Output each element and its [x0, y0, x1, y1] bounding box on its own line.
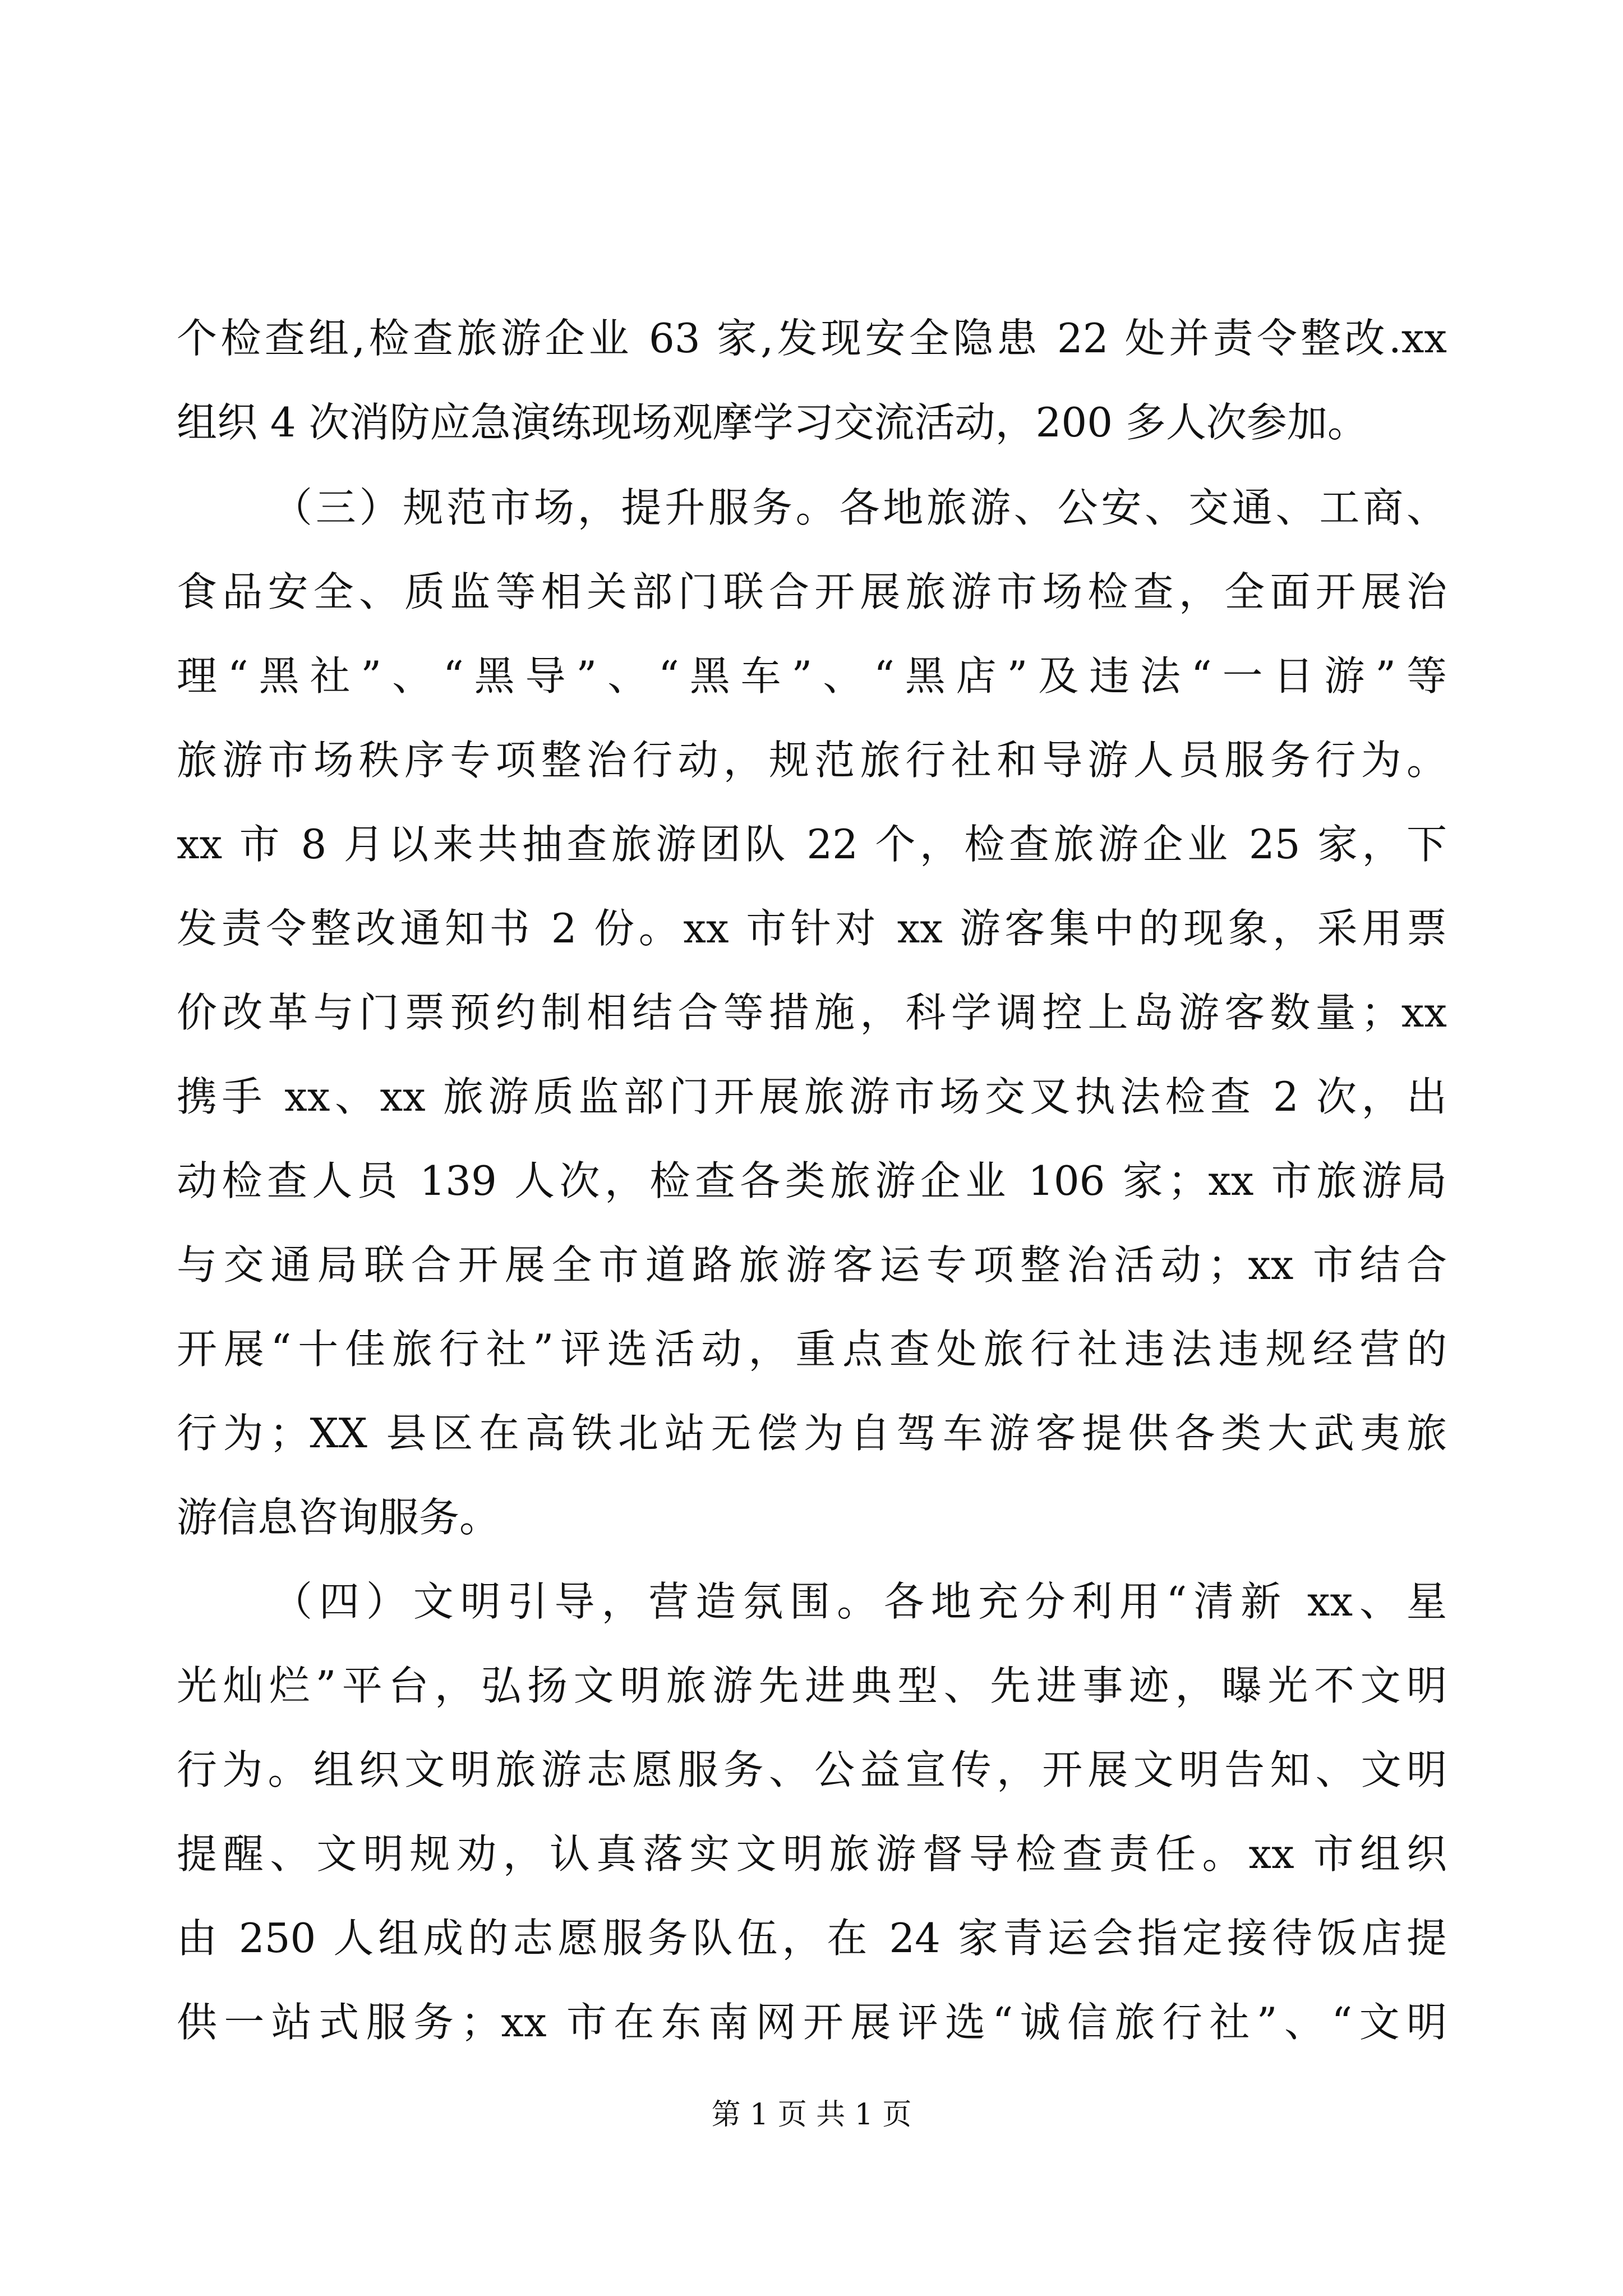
text-line: 游信息咨询服务。 [177, 1494, 500, 1541]
text-line: 由 250 人组成的志愿服务队伍，在 24 家青运会指定接待饭店提 [177, 1915, 1447, 1962]
text-line: 发责令整改通知书 2 份。xx 市针对 xx 游客集中的现象，采用票 [177, 905, 1447, 952]
text-line: xx 市 8 月以来共抽查旅游团队 22 个，检查旅游企业 25 家，下 [177, 821, 1447, 868]
text-line: 动检查人员 139 人次，检查各类旅游企业 106 家；xx 市旅游局 [177, 1157, 1447, 1204]
text-line: 理“黑社”、“黑导”、“黑车”、“黑店”及违法“一日游”等 [177, 652, 1447, 700]
text-line: 组织 4 次消防应急演练现场观摩学习交流活动，200 多人次参加。 [177, 399, 1368, 446]
text-line: （三）规范市场，提升服务。各地旅游、公安、交通、工商、 [272, 484, 1447, 531]
text-line: 光灿烂”平台，弘扬文明旅游先进典型、先进事迹，曝光不文明 [177, 1662, 1447, 1709]
text-line: 旅游市场秩序专项整治行动，规范旅行社和导游人员服务行为。 [177, 737, 1447, 784]
text-line: 携手 xx、xx 旅游质监部门开展旅游市场交叉执法检查 2 次，出 [177, 1073, 1447, 1120]
text-line: 与交通局联合开展全市道路旅游客运专项整治活动；xx 市结合 [177, 1241, 1447, 1289]
page-footer: 第 1 页 共 1 页 [711, 2098, 912, 2132]
text-line: （四）文明引导，营造氛围。各地充分利用“清新 xx、星 [272, 1578, 1447, 1625]
text-line: 开展“十佳旅行社”评选活动，重点查处旅行社违法违规经营的 [177, 1326, 1447, 1373]
text-line: 个检查组,检查旅游企业 63 家,发现安全隐患 22 处并责令整改.xx [177, 315, 1447, 362]
text-line: 提醒、文明规劝，认真落实文明旅游督导检查责任。xx 市组织 [177, 1830, 1447, 1878]
text-line: 食品安全、质监等相关部门联合开展旅游市场检查，全面开展治 [177, 568, 1447, 615]
text-line: 价改革与门票预约制相结合等措施，科学调控上岛游客数量；xx [177, 989, 1447, 1036]
text-line: 行为；XX 县区在高铁北站无偿为自驾车游客提供各类大武夷旅 [177, 1410, 1447, 1457]
text-line: 行为。组织文明旅游志愿服务、公益宣传，开展文明告知、文明 [177, 1746, 1447, 1793]
text-line: 供一站式服务；xx 市在东南网开展评选“诚信旅行社”、“文明 [177, 1999, 1447, 2046]
